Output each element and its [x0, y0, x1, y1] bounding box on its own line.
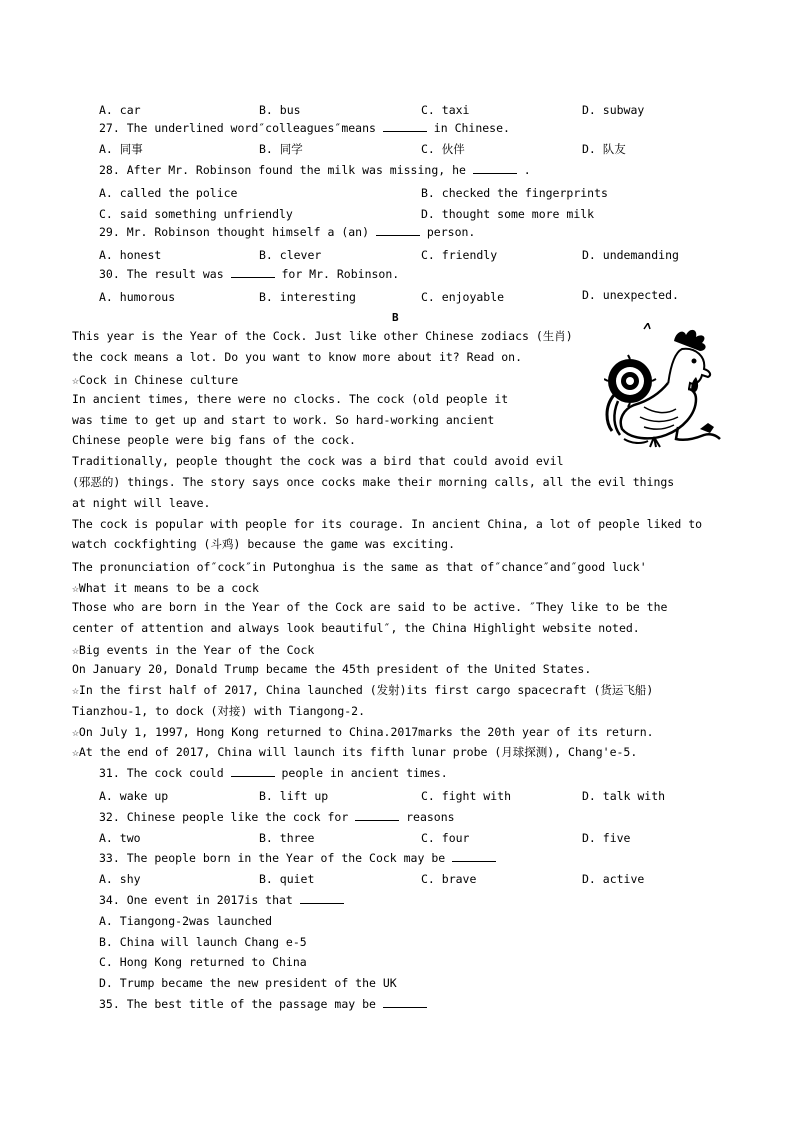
passage-line: ☆In the first half of 2017, China launched (发射)its first cargo spacecraft (货运飞船) [72, 683, 654, 697]
passage-line: This year is the Year of the Cock. Just like other Chinese zodiacs (生肖) [72, 329, 573, 343]
q28-option-a: A. called the police [99, 186, 238, 200]
passage-line: Traditionally, people thought the cock was a bird that could avoid evil [72, 454, 564, 468]
q33-option-c: C. brave [421, 872, 477, 886]
q33-option-b: B. quiet [259, 872, 315, 886]
q30-stem: 30. The result was for Mr. Robinson. [99, 267, 400, 281]
answer-blank [383, 121, 427, 132]
q28-stem: 28. After Mr. Robinson found the milk was missing, he . [99, 163, 531, 177]
q30-option-b: B. interesting [259, 290, 356, 304]
q29-option-c: C. friendly [421, 248, 498, 262]
q33-option-d: D. active [582, 872, 645, 886]
q26-option-d: D. subway [582, 103, 645, 117]
q32-option-b: B. three [259, 831, 315, 845]
q27-option-a: A. 同事 [99, 142, 143, 156]
q35-stem: 35. The best title of the passage may be [99, 997, 427, 1011]
q26-option-c: C. taxi [421, 103, 470, 117]
answer-blank [383, 997, 427, 1008]
q34-option-b: B. China will launch Chang e-5 [99, 935, 307, 949]
q27-stem: 27. The underlined word″colleagues″means in Chinese. [99, 121, 510, 135]
q26-option-a: A. car [99, 103, 141, 117]
q32-option-c: C. four [421, 831, 470, 845]
passage-line: ☆On July 1, 1997, Hong Kong returned to China.2017marks the 20th year of its return. [72, 725, 654, 739]
q31-stem: 31. The cock could people in ancient times. [99, 766, 448, 780]
passage-line: Chinese people were big fans of the cock. [72, 433, 356, 447]
q33-stem: 33. The people born in the Year of the Cock may be [99, 851, 496, 865]
q28-option-c: C. said something unfriendly [99, 207, 293, 221]
answer-blank [231, 267, 275, 278]
q32-option-d: D. five [582, 831, 631, 845]
q34-option-a: A. Tiangong-2was launched [99, 914, 273, 928]
passage-line: Tianzhou-1, to dock (对接) with Tiangong-2. [72, 704, 366, 718]
q27-option-c: C. 伙伴 [421, 142, 465, 156]
q34-option-c: C. Hong Kong returned to China [99, 955, 307, 969]
answer-blank [473, 163, 517, 174]
passage-line: In ancient times, there were no clocks. The cock (old people it [72, 392, 509, 406]
passage-line: The pronunciation of″cock″in Putonghua is the same as that of″chance″and″good luck' [72, 560, 647, 574]
passage-line: the cock means a lot. Do you want to know more about it? Read on. [72, 350, 523, 364]
q27-option-b: B. 同学 [259, 142, 303, 156]
passage-line: ☆At the end of 2017, China will launch its fifth lunar probe (月球探测), Chang'e-5. [72, 745, 638, 759]
passage-line: at night will leave. [72, 496, 211, 510]
passage-subheading: ☆What it means to be a cock [72, 581, 259, 595]
passage-subheading: ☆Big events in the Year of the Cock [72, 643, 315, 657]
answer-blank [300, 893, 344, 904]
passage-line: (邪恶的) things. The story says once cocks make their morning calls, all the evil things [72, 475, 675, 489]
answer-blank [376, 225, 420, 236]
q34-option-d: D. Trump became the new president of the UK [99, 976, 397, 990]
passage-line: Those who are born in the Year of the Cock are said to be active. ″They like to be the [72, 600, 668, 614]
q28-option-b: B. checked the fingerprints [421, 186, 608, 200]
answer-blank [355, 810, 399, 821]
passage-line: was time to get up and start to work. So hard-working ancient [72, 413, 495, 427]
q31-option-a: A. wake up [99, 789, 169, 803]
answer-blank [452, 851, 496, 862]
q29-option-a: A. honest [99, 248, 162, 262]
q30-option-a: A. humorous [99, 290, 176, 304]
passage-subheading: ☆Cock in Chinese culture [72, 373, 239, 387]
q29-option-b: B. clever [259, 248, 322, 262]
q30-option-d: D. unexpected. [582, 288, 679, 302]
answer-blank [231, 766, 275, 777]
q30-option-c: C. enjoyable [421, 290, 505, 304]
q32-stem: 32. Chinese people like the cock for reasons [99, 810, 455, 824]
q34-stem: 34. One event in 2017is that [99, 893, 344, 907]
q32-option-a: A. two [99, 831, 141, 845]
passage-line: On January 20, Donald Trump became the 45th president of the United States. [72, 662, 592, 676]
q29-option-d: D. undemanding [582, 248, 679, 262]
passage-line: watch cockfighting (斗鸡) because the game was exciting. [72, 537, 456, 551]
passage-line: center of attention and always look beautiful″, the China Highlight website noted. [72, 621, 640, 635]
q31-option-d: D. talk with [582, 789, 666, 803]
section-heading: B [392, 311, 399, 324]
passage-line: The cock is popular with people for its courage. In ancient China, a lot of people liked to [72, 517, 703, 531]
rooster-illustration [604, 323, 722, 449]
q33-option-a: A. shy [99, 872, 141, 886]
q27-option-d: D. 队友 [582, 142, 626, 156]
q26-option-b: B. bus [259, 103, 301, 117]
q29-stem: 29. Mr. Robinson thought himself a (an) person. [99, 225, 476, 239]
q28-option-d: D. thought some more milk [421, 207, 595, 221]
q31-option-b: B. lift up [259, 789, 329, 803]
q31-option-c: C. fight with [421, 789, 512, 803]
